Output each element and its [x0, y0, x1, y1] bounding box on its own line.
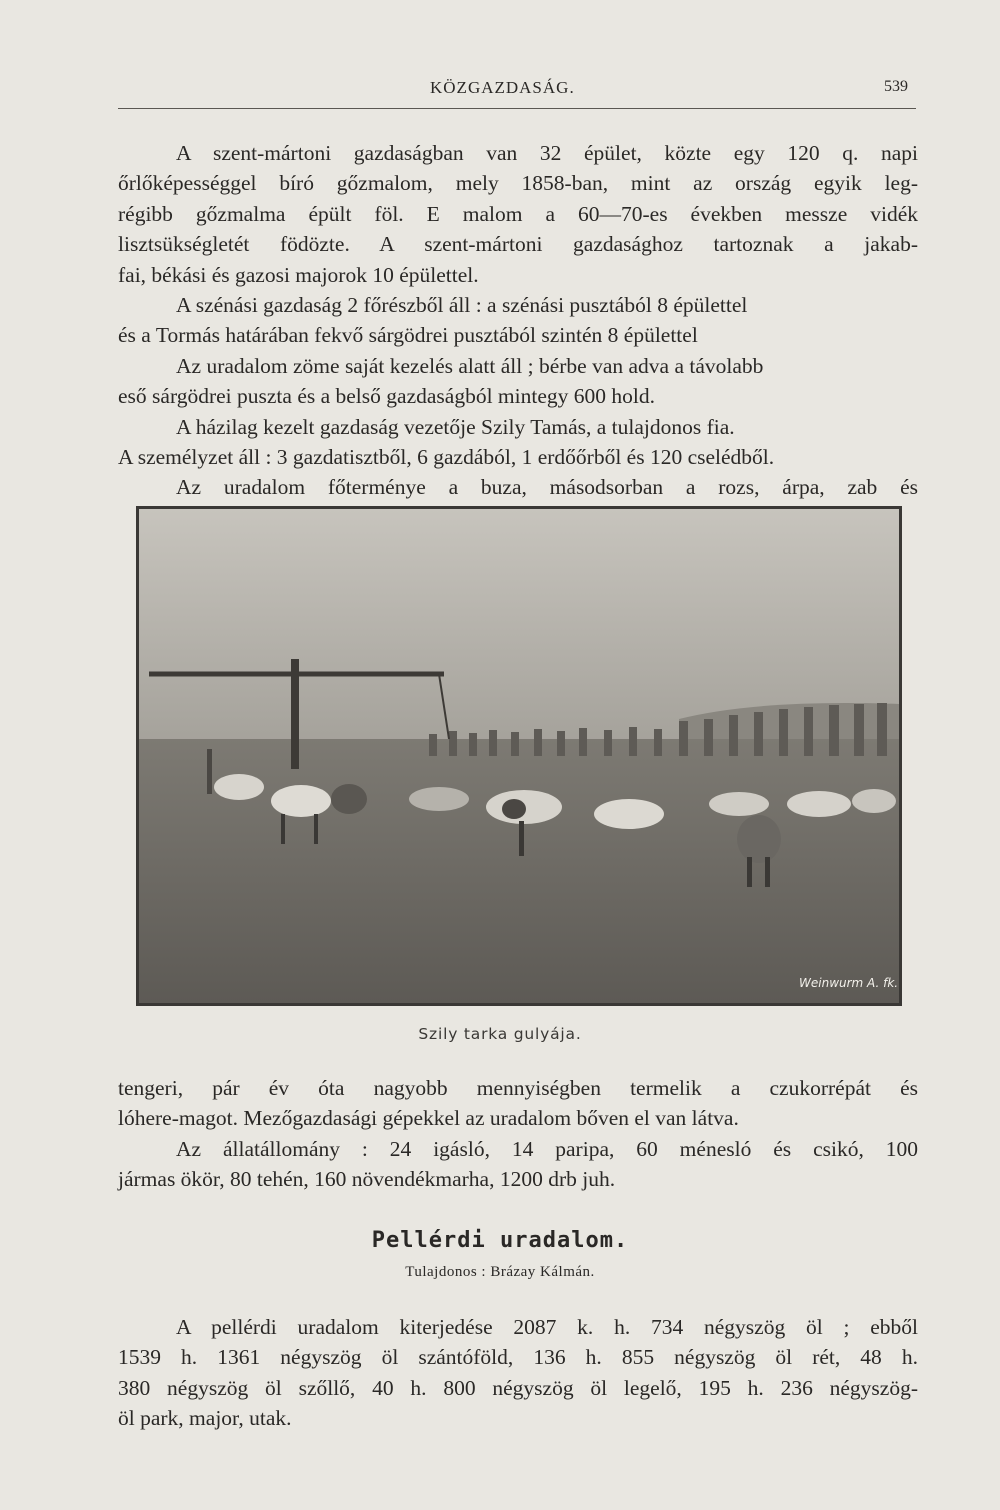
section-heading: Pellérdi uradalom.: [371, 1228, 629, 1253]
paragraph: [118, 412, 918, 442]
paragraph-line: [118, 138, 918, 168]
paragraph-line: [118, 229, 918, 259]
paragraph: [118, 1312, 918, 1342]
text-line: A szénási gazdaság 2 főrészből áll : a szénási pusztából 8 épülettel: [176, 293, 748, 318]
text-line: eső sárgödrei puszta és a belső gazdaságból mintegy 600 hold.: [118, 384, 655, 409]
text-line: fai, békási és gazosi majorok 10 épülettel.: [118, 262, 479, 287]
paragraph-end: [118, 1164, 918, 1194]
text-line: lóhere-magot. Mezőgazdasági gépekkel az uradalom bőven el van látva.: [118, 1106, 739, 1131]
text-line: régibb gőzmalma épült föl. E malom a 60—70-es években messze vidék: [118, 201, 918, 226]
paragraph-end: [118, 381, 918, 411]
photo-illustration: [139, 509, 899, 1003]
photo-caption: Szily tarka gulyája.: [418, 1025, 582, 1043]
paragraph-end: [118, 1403, 918, 1433]
paragraph-line: [118, 1373, 918, 1403]
running-title: KÖZGAZDASÁG.: [430, 78, 575, 97]
header-rule: [118, 108, 916, 109]
text-line: Az állatállomány : 24 igásló, 14 paripa, 60 ménesló és csikó, 100: [176, 1136, 918, 1161]
paragraph-end: [118, 320, 918, 350]
text-line: A házilag kezelt gazdaság vezetője Szily Tamás, a tulajdonos fia.: [176, 414, 735, 439]
text-line: A pellérdi uradalom kiterjedése 2087 k. h. 734 négyszög öl ; ebből: [176, 1315, 918, 1339]
engraver-signature: Weinwurm A. fk.: [799, 976, 899, 990]
paragraph: [118, 1134, 918, 1164]
text-line: jármas ökör, 80 tehén, 160 növendékmarha, 1200 drb juh.: [118, 1167, 616, 1192]
paragraph: [118, 1073, 918, 1103]
text-line: öl park, major, utak.: [118, 1406, 292, 1431]
paragraph-end: [118, 260, 918, 290]
section-owner-line: Tulajdonos : Brázay Kálmán.: [405, 1264, 595, 1280]
text-line: A személyzet áll : 3 gazdatisztből, 6 gazdából, 1 erdőőrből és 120 cselédből.: [118, 445, 775, 470]
paragraph: [118, 290, 918, 320]
paragraph: [118, 351, 918, 381]
text-line: 1539 h. 1361 négyszög öl szántóföld, 136 h. 855 négyszög öl rét, 48 h.: [118, 1345, 918, 1370]
text-line: lisztsükségletét födözte. A szent-mártoni gazdasághoz tartoznak a jakab-: [118, 232, 918, 257]
text-line: és a Tormás határában fekvő sárgödrei pusztából szintén 8 épülettel: [118, 323, 698, 348]
text-line: A szent-mártoni gazdaságban van 32 épület, közte egy 120 q. napi: [176, 141, 918, 165]
continuation-text: [118, 1073, 918, 1195]
text-line: Az uradalom főterménye a buza, másodsorban a rozs, árpa, zab és: [176, 475, 918, 500]
intro-text: [118, 138, 918, 503]
text-line: 380 négyszög öl szőllő, 40 h. 800 négyszög öl legelő, 195 h. 236 négyszög-: [118, 1375, 918, 1400]
text-line: Az uradalom zöme saját kezelés alatt áll ; bérbe van adva a távolabb: [176, 353, 764, 378]
paragraph-line: [118, 168, 918, 198]
text-line: tengeri, pár év óta nagyobb mennyiségben termelik a czukorrépát és: [118, 1076, 918, 1100]
paragraph: [118, 472, 918, 502]
paragraph-end: [118, 442, 918, 472]
text-line: őrlőképességgel bíró gőzmalom, mely 1858-ban, mint az ország egyik leg-: [118, 171, 918, 196]
section-text: [118, 1312, 918, 1434]
photograph-cattle-herd: [136, 506, 902, 1006]
paragraph-end: [118, 1103, 918, 1133]
running-head: [118, 78, 918, 106]
paragraph-line: [118, 199, 918, 229]
page-number: 539: [884, 78, 908, 95]
paragraph-line: [118, 1342, 918, 1372]
